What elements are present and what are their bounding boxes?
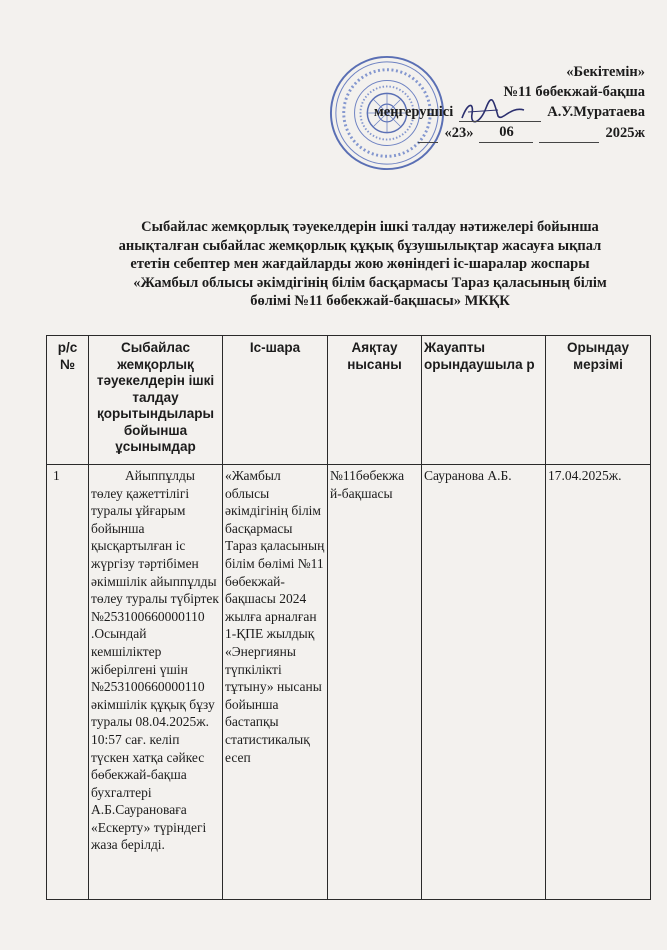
title-line-1: Сыбайлас жемқорлық тәуекелдерін ішкі талдау нәтижелері бойынша — [141, 219, 599, 235]
row-recommendation: Айыппұлды төлеу қажеттілігі туралы ұйғарым бойынша қысқартылған іс жүргізу тәртібімен әкімшілік айыппұлды төлеу туралы түбіртек №253100660000110 .Осындай кемшіліктер жіберілгені үшін №253100660000110 әкімшілік құқық бұзу туралы 08.04.2025ж. 10:57 сағ. келіп түскен хатқа сәйкес бөбекжай-бақша бухгалтері А.Б.Саурановаға «Ескерту» түріндегі жаза берілді. — [89, 465, 223, 900]
header-recommendations: Сыбайлас жемқорлық тәуекелдерін ішкі талдау қорытындылары бойынша ұсынымдар — [89, 336, 223, 465]
signature-line — [459, 105, 541, 122]
header-responsible: Жауапты орындаушыла р — [422, 336, 546, 465]
header-completion-form: Аяқтау нысаны — [328, 336, 422, 465]
title-line-2: анықталған сыбайлас жемқорлық құқық бұзушылықтар жасауға ықпал — [118, 237, 602, 254]
document-title — [70, 218, 650, 311]
approval-date-year: 2025ж — [605, 125, 645, 141]
approval-heading: «Бекітемін» — [566, 64, 645, 80]
approval-date-month: 06 — [479, 122, 533, 143]
date-line-2 — [539, 142, 599, 143]
approval-name: А.У.Муратаева — [547, 104, 645, 120]
table-row — [47, 465, 651, 900]
title-line-5: бөлімі №11 бөбекжай-бақшасы» МКҚК — [250, 293, 510, 309]
approval-date-day: «23» — [444, 125, 474, 141]
plan-table — [46, 335, 651, 900]
approval-block — [315, 62, 645, 143]
approval-role: меңгерушісі — [373, 104, 454, 120]
header-measure: Іс-шара — [223, 336, 328, 465]
table-header-row — [47, 336, 651, 465]
row-deadline: 17.04.2025ж. — [546, 465, 651, 900]
row-completion-form: №11бөбекжа й-бақшасы — [328, 465, 422, 900]
row-responsible: Сауранова А.Б. — [422, 465, 546, 900]
header-deadline: Орындау мерзімі — [546, 336, 651, 465]
header-number: р/с № — [47, 336, 89, 465]
date-line — [418, 142, 438, 143]
title-line-4: «Жамбыл облысы әкімдігінің білім басқармасы Тараз қаласының білім — [133, 274, 607, 291]
approval-organization: №11 бөбекжай-бақша — [503, 84, 645, 100]
row-number: 1 — [47, 465, 89, 900]
row-measure: «Жамбыл облысы әкімдігінің білім басқармасы Тараз қаласының білім бөлімі №11 бөбекжай-бақшасы 2024 жылға арналған 1-ҚПЕ жылдық «Энергияны түпкілікті тұтыну» нысаны бойынша бастапқы статистикалық есеп — [223, 465, 328, 900]
title-line-3: ететін себептер мен жағдайларды жою жөніндегі іс-шаралар жоспары — [130, 256, 590, 272]
